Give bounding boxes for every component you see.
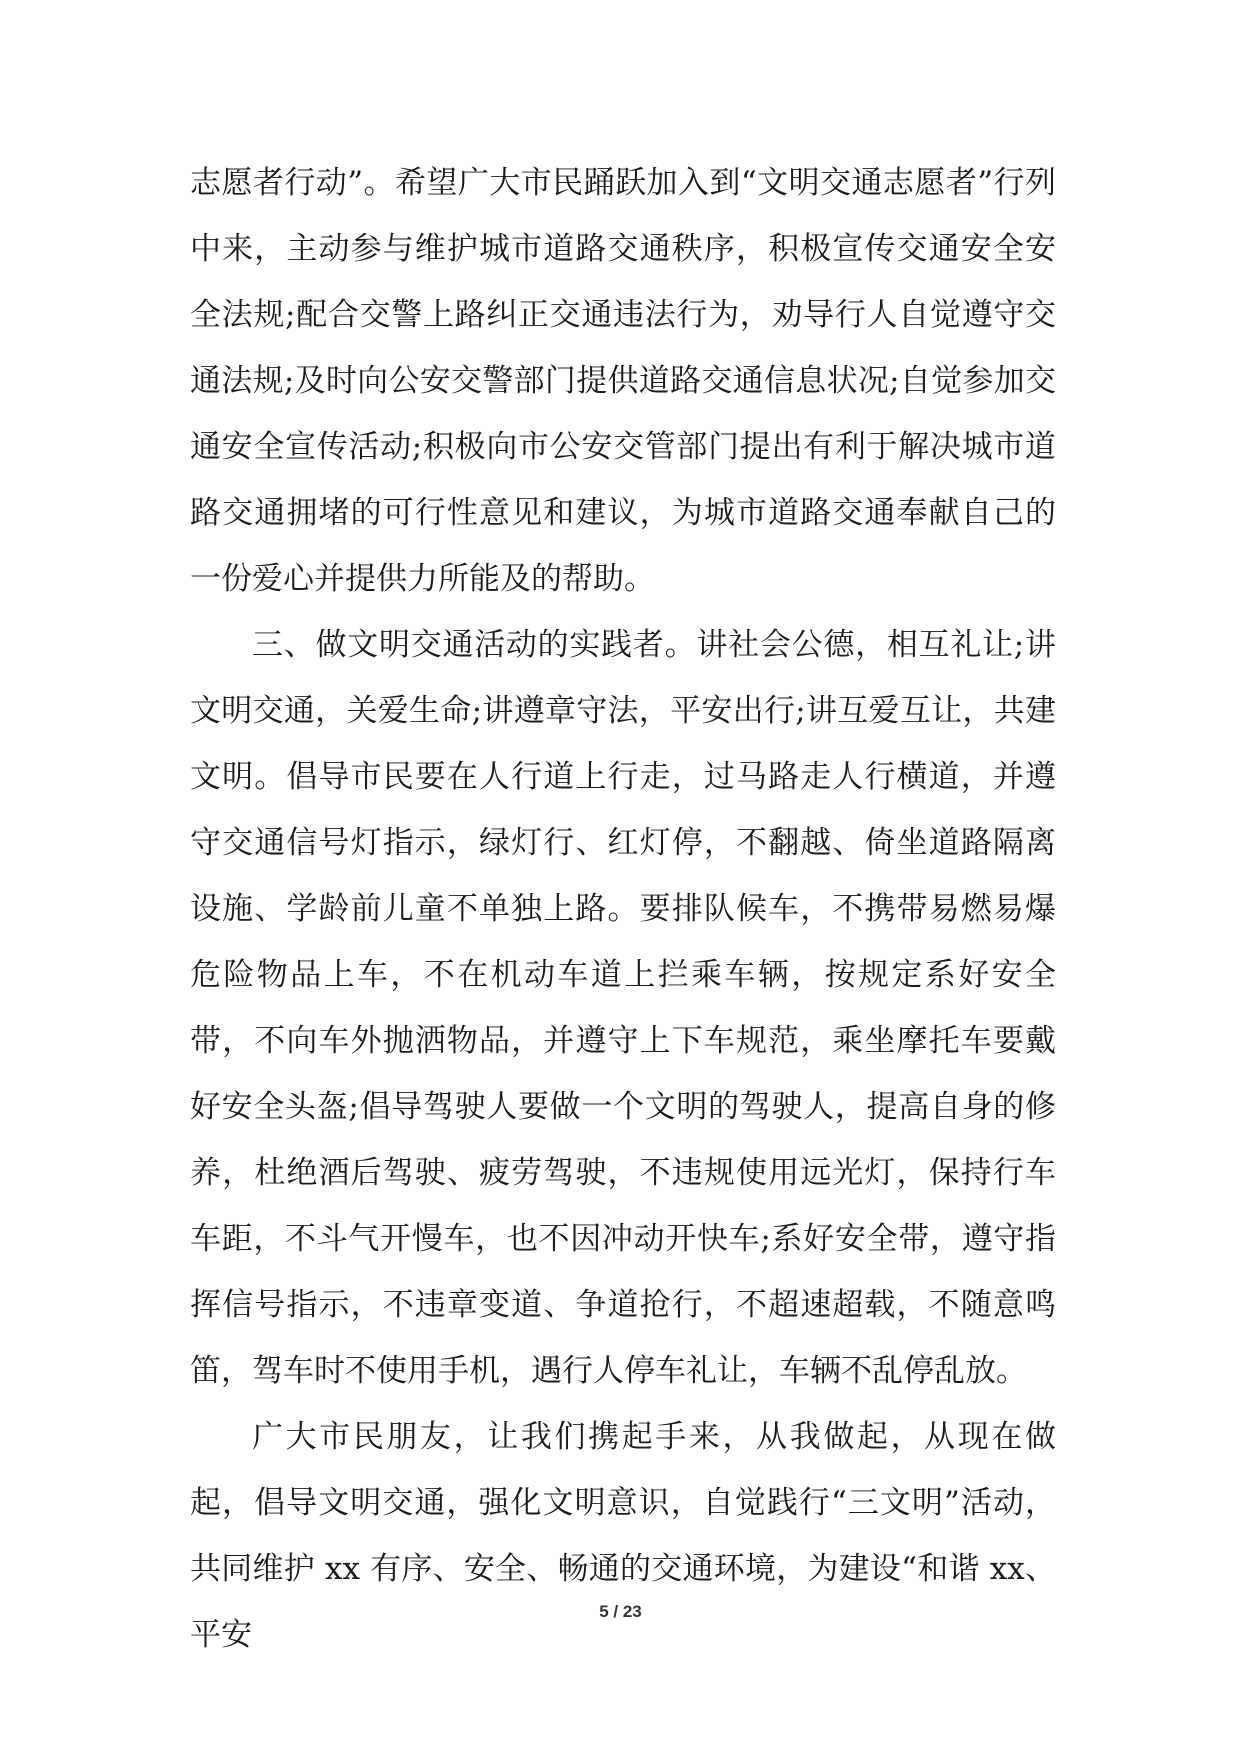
paragraph-appeal: 广大市民朋友，让我们携起手来，从我做起，从现在做起，倡导文明交通，强化文明意识，自觉践行“三文明”活动，共同维护 xx 有序、安全、畅通的交通环境，为建设“和谐 xx、平安: [190, 1419, 1056, 1653]
document-body: [190, 150, 1056, 1668]
paragraph-continuation: 志愿者行动”。希望广大市民踊跃加入到“文明交通志愿者”行列中来，主动参与维护城市道路交通秩序，积极宣传交通安全安全法规;配合交警上路纠正交通违法行为，劝导行人自觉遵守交通法规;及时向公安交警部门提供道路交通信息状况;自觉参加交通安全宣传活动;积极向市公安交管部门提出有利于解决城市道路交通拥堵的可行性意见和建议，为城市道路交通奉献自己的一份爱心并提供力所能及的帮助。: [190, 165, 1056, 597]
paragraph-section-three: 三、做文明交通活动的实践者。讲社会公德，相互礼让;讲文明交通，关爱生命;讲遵章守法，平安出行;讲互爱互让，共建文明。倡导市民要在人行道上行走，过马路走人行横道，并遵守交通信号灯指示，绿灯行、红灯停，不翻越、倚坐道路隔离设施、学龄前儿童不单独上路。要排队候车，不携带易燃易爆危险物品上车，不在机动车道上拦乘车辆，按规定系好安全带，不向车外抛洒物品，并遵守上下车规范，乘坐摩托车要戴好安全头盔;倡导驾驶人要做一个文明的驾驶人，提高自身的修养，杜绝酒后驾驶、疲劳驾驶，不违规使用远光灯，保持行车车距，不斗气开慢车，也不因冲动开快车;系好安全带，遵守指挥信号指示，不违章变道、争道抢行，不超速超载，不随意鸣笛，驾车时不使用手机，遇行人停车礼让，车辆不乱停乱放。: [190, 627, 1056, 1389]
page-number: 5 / 23: [599, 1602, 642, 1621]
